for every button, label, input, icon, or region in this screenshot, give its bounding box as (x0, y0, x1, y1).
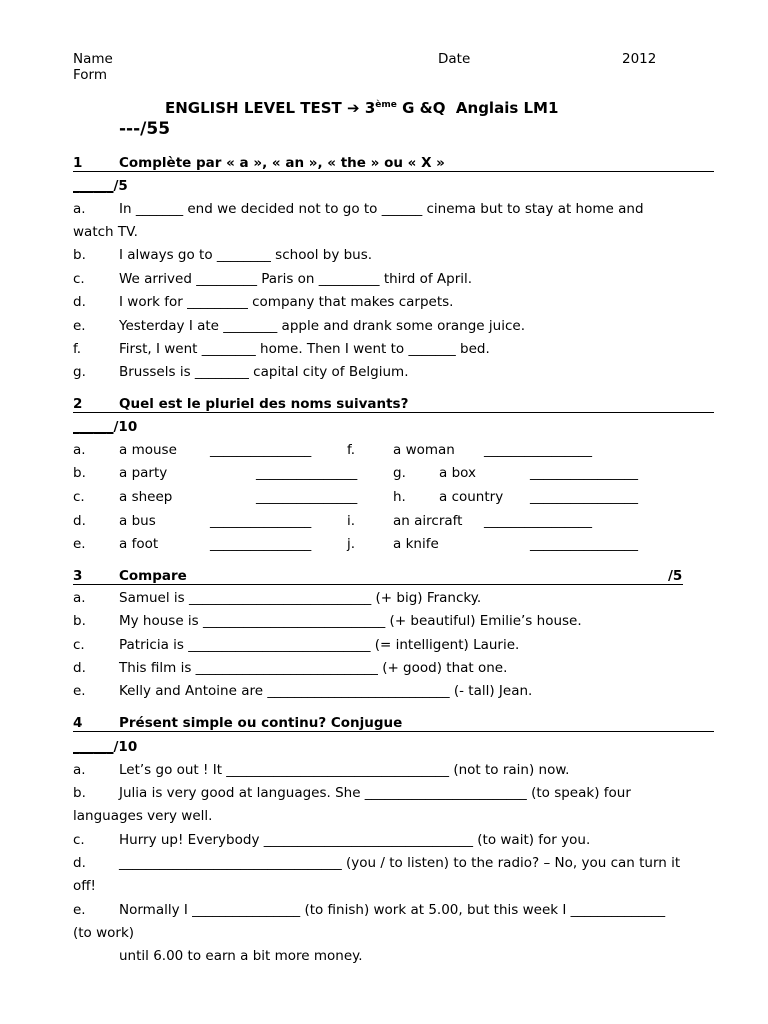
section-4-score (73, 738, 137, 756)
answer-blank: _______________ (256, 465, 358, 481)
section-number: 4 (73, 715, 83, 731)
item-label: a. (73, 442, 86, 458)
page-title (165, 99, 558, 117)
item-label: h. (393, 489, 406, 505)
item-label: d. (73, 294, 86, 310)
item-label: d. (73, 660, 86, 676)
item-label: a. (73, 201, 86, 217)
item-label: b. (73, 785, 86, 801)
item-label: b. (73, 247, 86, 263)
score-value: /10 (113, 739, 138, 755)
section-2-score (73, 418, 137, 436)
noun: a box (439, 465, 476, 481)
item-label: g. (393, 465, 406, 481)
item-text: This film is ___________________________ (+ good) that one. (119, 660, 508, 676)
section-number: 2 (73, 396, 83, 412)
answer-blank: _______________ (210, 536, 312, 552)
item-text: Normally I ________________ (to finish) work at 5.00, but this week I ______________ (119, 902, 666, 918)
item-text: My house is ___________________________ (+ beautiful) Emilie’s house. (119, 613, 582, 629)
item-label: c. (73, 832, 85, 848)
item-text-continuation: (to work) (73, 925, 135, 941)
title-main: ENGLISH LEVEL TEST (165, 99, 342, 117)
title-grade: 3 (364, 99, 376, 117)
item-label: d. (73, 855, 86, 871)
section-title: Quel est le pluriel des noms suivants? (119, 396, 409, 412)
item-label: d. (73, 513, 86, 529)
item-label: a. (73, 762, 86, 778)
item-label: i. (347, 513, 356, 529)
answer-blank: ________________ (530, 465, 638, 481)
item-text: Hurry up! Everybody _______________________________ (to wait) for you. (119, 832, 591, 848)
answer-blank: ________________ (530, 489, 638, 505)
score-value: /10 (113, 419, 138, 435)
score-blank: ______ (73, 739, 114, 755)
section-number: 1 (73, 155, 83, 171)
item-text: Yesterday I ate ________ apple and drank some orange juice. (119, 318, 525, 334)
section-number: 3 (73, 568, 83, 584)
noun: a woman (393, 442, 455, 458)
score-blank: ______ (73, 419, 114, 435)
section-3-score: /5 (668, 568, 683, 584)
noun: a party (119, 465, 168, 481)
section-title: Présent simple ou continu? Conjugue (119, 715, 403, 731)
item-label: c. (73, 271, 85, 287)
answer-blank: _______________ (210, 513, 312, 529)
title-rest: G &Q Anglais LM1 (396, 99, 559, 117)
item-label: c. (73, 489, 85, 505)
section-title: Complète par « a », « an », « the » ou « X » (119, 155, 445, 171)
item-text: Let’s go out ! It _________________________________ (not to rain) now. (119, 762, 570, 778)
year-label: 2012 (622, 51, 657, 67)
date-label: Date (438, 51, 471, 67)
noun: a mouse (119, 442, 177, 458)
item-text: Patricia is ___________________________ (= intelligent) Laurie. (119, 637, 520, 653)
noun: a bus (119, 513, 156, 529)
item-text: Brussels is ________ capital city of Belgium. (119, 364, 409, 380)
section-4-heading (73, 714, 714, 732)
item-label: e. (73, 536, 86, 552)
item-label: f. (73, 341, 82, 357)
item-text: Samuel is ___________________________ (+ big) Francky. (119, 590, 482, 606)
item-label: j. (347, 536, 356, 552)
item-text: Julia is very good at languages. She ________________________ (to speak) four (119, 785, 631, 801)
section-1-score (73, 177, 128, 195)
item-text: In _______ end we decided not to go to ______ cinema but to stay at home and (119, 201, 644, 217)
name-label: Name (73, 51, 113, 67)
item-text-continuation: languages very well. (73, 808, 213, 824)
item-label: a. (73, 590, 86, 606)
section-title: Compare (119, 568, 187, 584)
item-text: I always go to ________ school by bus. (119, 247, 373, 263)
item-text: I work for _________ company that makes carpets. (119, 294, 454, 310)
item-label: b. (73, 465, 86, 481)
item-label: c. (73, 637, 85, 653)
answer-blank: ________________ (484, 513, 592, 529)
noun: a sheep (119, 489, 173, 505)
item-label: f. (347, 442, 356, 458)
score-value: /5 (113, 178, 128, 194)
item-label: e. (73, 683, 86, 699)
item-text: We arrived _________ Paris on _________ third of April. (119, 271, 473, 287)
item-label: e. (73, 902, 86, 918)
section-3-heading (73, 567, 683, 585)
item-label: b. (73, 613, 86, 629)
item-text: _________________________________ (you / to listen) to the radio? – No, you can turn it (119, 855, 681, 871)
answer-blank: _______________ (210, 442, 312, 458)
score-blank: ______ (73, 178, 114, 194)
answer-blank: _______________ (256, 489, 358, 505)
noun: an aircraft (393, 513, 463, 529)
title-grade-sup: ème (375, 100, 397, 110)
total-score: ---/55 (119, 119, 171, 139)
answer-blank: ________________ (530, 536, 638, 552)
item-text-continuation: until 6.00 to earn a bit more money. (119, 948, 363, 964)
item-label: g. (73, 364, 86, 380)
answer-blank: ________________ (484, 442, 592, 458)
noun: a knife (393, 536, 439, 552)
item-text-continuation: watch TV. (73, 224, 138, 240)
section-2-heading (73, 395, 714, 413)
form-label: Form (73, 67, 108, 83)
item-text: First, I went ________ home. Then I went to _______ bed. (119, 341, 490, 357)
arrow-icon: ➔ (347, 99, 360, 117)
item-text: Kelly and Antoine are ___________________________ (- tall) Jean. (119, 683, 533, 699)
item-label: e. (73, 318, 86, 334)
item-text-continuation: off! (73, 878, 96, 894)
section-1-heading (73, 154, 714, 172)
noun: a foot (119, 536, 159, 552)
noun: a country (439, 489, 504, 505)
